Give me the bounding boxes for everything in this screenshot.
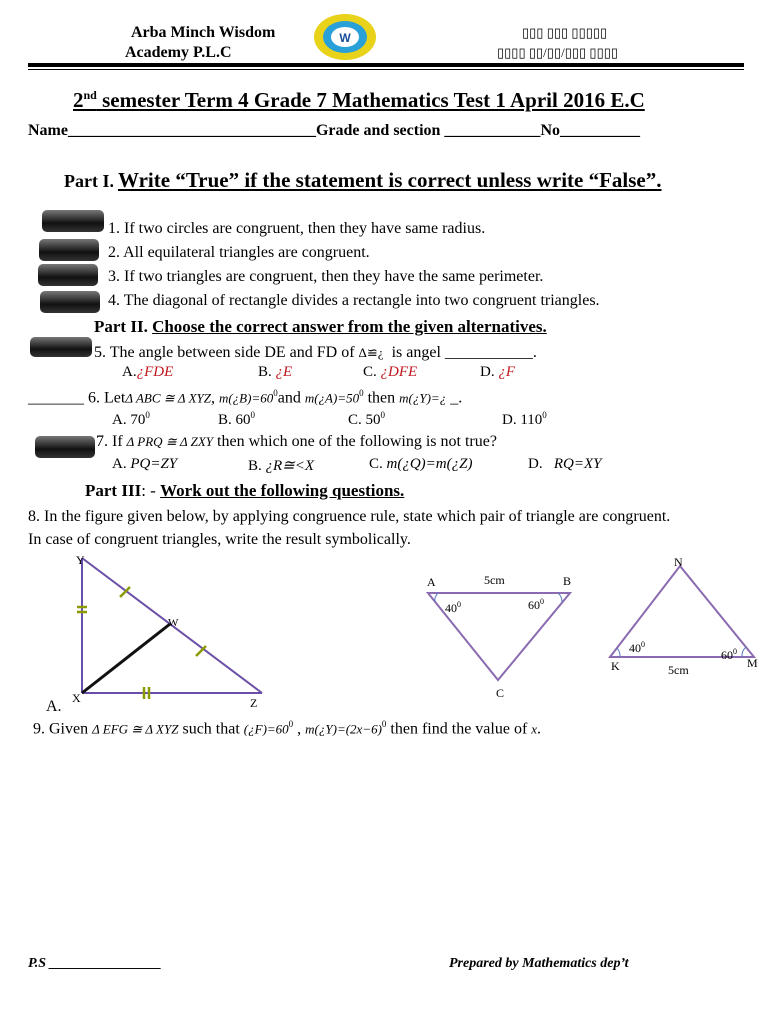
figure-label-a: A.: [46, 698, 62, 715]
header-rule-thick: [28, 63, 744, 67]
svg-text:W: W: [339, 31, 351, 45]
answer-box-7[interactable]: [35, 436, 95, 458]
label-z: Z: [250, 696, 258, 710]
q6-option-c: C. $50^0$: [348, 410, 386, 428]
q7-option-c: C. m(¿Q)=m(¿Z): [369, 456, 473, 472]
amharic-header-line1: ▯▯▯ ▯▯▯ ▯▯▯▯▯: [522, 25, 608, 40]
label-w: W: [168, 617, 179, 629]
q5-option-b: B. ¿E: [258, 364, 293, 380]
label-c: C: [496, 686, 505, 700]
answer-box-1[interactable]: [42, 210, 104, 232]
side-ab-length: 5cm: [484, 573, 505, 587]
angle-m: $60^0$: [721, 647, 737, 662]
label-k: K: [611, 659, 620, 673]
q6-option-a: A. $70^0$: [112, 410, 150, 428]
figure-triangle-xyz: [40, 552, 280, 717]
q5-option-d: D. ¿F: [480, 364, 516, 380]
prepared-by: Prepared by Mathematics dep’t: [449, 956, 629, 971]
angle-a: $40^0$: [445, 600, 461, 615]
part3-heading: Part III: - Work out the following questions.: [85, 481, 405, 500]
q5-option-a: A.¿FDE: [122, 364, 174, 380]
grade-section-field: Grade and section ____________: [315, 122, 541, 139]
q5-option-c: C. ¿DFE: [363, 364, 418, 380]
amharic-header-line2: ▯▯▯▯ ▯▯/▯▯/▯▯▯ ▯▯▯▯: [497, 45, 619, 60]
label-m: M: [747, 656, 758, 670]
question-5: 5. The angle between side DE and FD of Δ≌¿ is angel ___________.: [94, 344, 537, 361]
question-8-line2: In case of congruent triangles, write the result symbolically.: [28, 531, 411, 548]
school-name-line2: Academy P.L.C: [125, 44, 232, 61]
label-x: X: [72, 691, 81, 705]
figure-triangle-abc: [420, 570, 580, 705]
part1-item-4: 4. The diagonal of rectangle divides a rectangle into two congruent triangles.: [108, 292, 600, 309]
side-km-length: 5cm: [668, 663, 689, 677]
part2-heading: Part II. Choose the correct answer from the given alternatives.: [94, 317, 547, 336]
number-field: No__________: [540, 122, 640, 139]
question-6: _______ 6. LetΔ ABC ≅ Δ XYZ, $m(¿B)=60^0and$ $m(¿A)=50^0$ then m(¿Y)=¿ _.: [28, 388, 463, 407]
angle-k: $40^0$: [629, 640, 645, 655]
answer-box-4[interactable]: [40, 291, 100, 313]
label-y: Y: [76, 553, 85, 567]
label-a: A: [427, 575, 436, 589]
answer-box-5[interactable]: [30, 337, 92, 357]
school-name-line1: Arba Minch Wisdom: [131, 24, 276, 41]
part1-item-1: 1. If two circles are congruent, then they have same radius.: [108, 220, 486, 237]
header-rule-thin: [28, 69, 744, 70]
school-logo: [313, 13, 377, 61]
part1-item-3: 3. If two triangles are congruent, then they have the same perimeter.: [108, 268, 544, 285]
question-8-line1: 8. In the figure given below, by applying congruence rule, state which pair of triangle are congruent.: [28, 508, 671, 525]
q7-option-d: D. RQ=XY: [528, 456, 602, 472]
ps-signature-field[interactable]: P.S ________________: [28, 956, 162, 971]
answer-box-3[interactable]: [38, 264, 98, 286]
label-n: N: [674, 556, 683, 569]
question-9: 9. Given Δ EFG ≅ Δ XYZ such that $(¿F)=60^0$ , $m(¿Y)=(2x-6)^0$ then find the value of x.: [33, 719, 542, 738]
part1-heading: Part I. Write “True” if the statement is correct unless write “False”.: [64, 168, 662, 192]
answer-box-2[interactable]: [39, 239, 99, 261]
name-field[interactable]: Name_______________________________Grade and section ____________No__________: [28, 122, 640, 139]
question-7: 7. If Δ PRQ ≅ Δ ZXY then which one of the following is not true?: [96, 433, 497, 450]
page-title: 2nd semester Term 4 Grade 7 Mathematics Test 1 April 2016 E.C: [73, 88, 645, 112]
part1-item-2: 2. All equilateral triangles are congruent.: [108, 244, 370, 261]
figure-triangle-knm: [600, 556, 766, 681]
q6-option-d: D. $110^0$: [502, 410, 547, 428]
q7-option-a: A. PQ=ZY: [112, 456, 178, 472]
label-b: B: [563, 574, 572, 588]
q6-option-b: B. $60^0$: [218, 410, 256, 428]
q7-option-b: B. ¿R≅<X: [248, 458, 315, 474]
angle-b: $60^0$: [528, 597, 544, 612]
